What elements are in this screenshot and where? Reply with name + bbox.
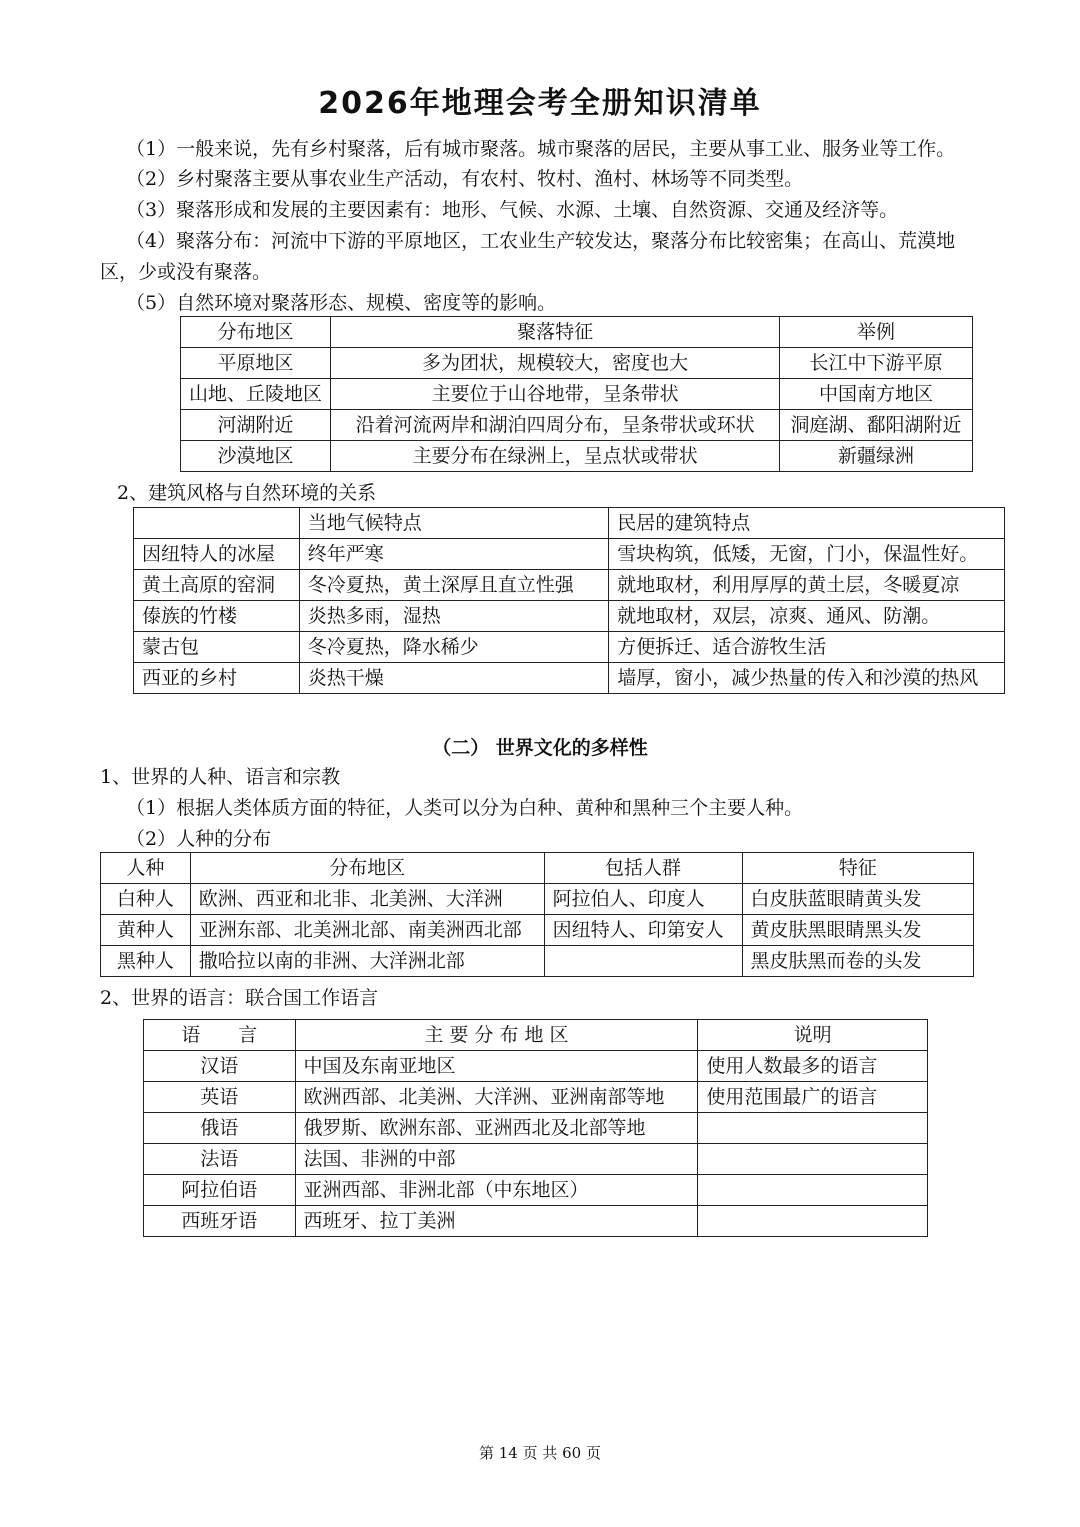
table-header-row <box>134 508 1005 539</box>
table-row <box>101 884 974 915</box>
table-row <box>134 570 1005 601</box>
table-cell: 法语 <box>144 1144 296 1175</box>
table-cell: 洞庭湖、鄱阳湖附近 <box>780 410 973 441</box>
table-cell <box>698 1206 928 1237</box>
paragraph-1: （1）一般来说，先有乡村聚落，后有城市聚落。城市聚落的居民，主要从事工业、服务业等工作。 <box>126 138 956 160</box>
table-cell: 炎热多雨，湿热 <box>299 601 609 632</box>
paragraph-race-2: （2）人种的分布 <box>126 828 272 850</box>
table-cell: 方便拆迁、适合游牧生活 <box>609 632 1005 663</box>
table-cell: 西班牙语 <box>144 1206 296 1237</box>
table-cell: 就地取材，利用厚厚的黄土层，冬暖夏凉 <box>609 570 1005 601</box>
table-cell <box>698 1175 928 1206</box>
table-cell: 白皮肤蓝眼睛黄头发 <box>742 884 974 915</box>
table-cell: 中国及东南亚地区 <box>295 1051 698 1082</box>
table-cell: 因纽特人的冰屋 <box>134 539 300 570</box>
table-cell: 撒哈拉以南的非洲、大洋洲北部 <box>190 946 544 977</box>
table-cell: 冬冷夏热，黄土深厚且直立性强 <box>299 570 609 601</box>
table-header-cell: 举例 <box>780 317 973 348</box>
table-cell: 主要分布在绿洲上，呈点状或带状 <box>331 441 780 472</box>
table-row <box>134 632 1005 663</box>
table-header-cell: 特征 <box>742 853 974 884</box>
table-header-cell: 包括人群 <box>544 853 742 884</box>
table-header-cell: 语 言 <box>144 1020 296 1051</box>
table-row <box>144 1144 928 1175</box>
table-row <box>144 1113 928 1144</box>
table-cell: 白种人 <box>101 884 191 915</box>
table-header-cell: 说明 <box>698 1020 928 1051</box>
table-cell: 黑种人 <box>101 946 191 977</box>
table-cell: 傣族的竹楼 <box>134 601 300 632</box>
table-cell: 使用范围最广的语言 <box>698 1082 928 1113</box>
table-cell: 黄皮肤黑眼睛黑头发 <box>742 915 974 946</box>
table-cell: 墙厚，窗小，减少热量的传入和沙漠的热风 <box>609 663 1005 694</box>
table-row <box>134 601 1005 632</box>
table-cell: 蒙古包 <box>134 632 300 663</box>
table-cell <box>698 1113 928 1144</box>
table-cell: 黑皮肤黑而卷的头发 <box>742 946 974 977</box>
table-row <box>144 1206 928 1237</box>
table-header-cell: 主 要 分 布 地 区 <box>295 1020 698 1051</box>
paragraph-4a: （4）聚落分布：河流中下游的平原地区，工农业生产较发达，聚落分布比较密集；在高山、荒漠地 <box>126 230 956 252</box>
table-cell: 欧洲、西亚和北非、北美洲、大洋洲 <box>190 884 544 915</box>
table-cell: 沙漠地区 <box>181 441 331 472</box>
page-title: 2026年地理会考全册知识清单 <box>318 86 762 121</box>
table-row <box>101 946 974 977</box>
table-cell: 阿拉伯语 <box>144 1175 296 1206</box>
table-header-cell: 分布地区 <box>181 317 331 348</box>
table-header-cell: 分布地区 <box>190 853 544 884</box>
table-header-cell: 人种 <box>101 853 191 884</box>
table-row <box>181 441 973 472</box>
table-cell: 俄语 <box>144 1113 296 1144</box>
paragraph-5: （5）自然环境对聚落形态、规模、密度等的影响。 <box>126 292 557 314</box>
table-row <box>181 410 973 441</box>
paragraph-2: （2）乡村聚落主要从事农业生产活动，有农村、牧村、渔村、林场等不同类型。 <box>126 168 804 190</box>
language-table <box>143 1019 928 1237</box>
table-cell: 黄种人 <box>101 915 191 946</box>
table-row <box>134 539 1005 570</box>
table-cell: 冬冷夏热，降水稀少 <box>299 632 609 663</box>
table-row <box>144 1051 928 1082</box>
table-cell: 河湖附近 <box>181 410 331 441</box>
heading-race: 1、世界的人种、语言和宗教 <box>100 766 341 788</box>
table-cell: 阿拉伯人、印度人 <box>544 884 742 915</box>
table-cell: 炎热干燥 <box>299 663 609 694</box>
table-cell: 英语 <box>144 1082 296 1113</box>
table-cell: 汉语 <box>144 1051 296 1082</box>
table-header-cell: 当地气候特点 <box>299 508 609 539</box>
table-cell: 长江中下游平原 <box>780 348 973 379</box>
table-cell: 西亚的乡村 <box>134 663 300 694</box>
table-cell: 俄罗斯、欧洲东部、亚洲西北及北部等地 <box>295 1113 698 1144</box>
paragraph-race-1: （1）根据人类体质方面的特征，人类可以分为白种、黄种和黑种三个主要人种。 <box>126 797 804 819</box>
heading-language: 2、世界的语言：联合国工作语言 <box>100 987 379 1009</box>
table-header-row <box>101 853 974 884</box>
table-cell: 雪块构筑，低矮，无窗，门小，保温性好。 <box>609 539 1005 570</box>
paragraph-3: （3）聚落形成和发展的主要因素有：地形、气候、水源、土壤、自然资源、交通及经济等。 <box>126 199 899 221</box>
table-cell <box>698 1144 928 1175</box>
table-cell: 亚洲东部、北美洲北部、南美洲西北部 <box>190 915 544 946</box>
table-cell: 山地、丘陵地区 <box>181 379 331 410</box>
table-cell: 使用人数最多的语言 <box>698 1051 928 1082</box>
heading-building: 2、建筑风格与自然环境的关系 <box>117 482 377 504</box>
table-header-row <box>181 317 973 348</box>
table-header-cell: 民居的建筑特点 <box>609 508 1005 539</box>
table-cell: 主要位于山谷地带，呈条带状 <box>331 379 780 410</box>
table-row <box>181 379 973 410</box>
table-cell: 法国、非洲的中部 <box>295 1144 698 1175</box>
table-cell: 欧洲西部、北美洲、大洋洲、亚洲南部等地 <box>295 1082 698 1113</box>
table-header-cell <box>134 508 300 539</box>
page-footer: 第 14 页 共 60 页 <box>478 1444 601 1462</box>
table-row <box>181 348 973 379</box>
table-cell: 就地取材，双层，凉爽、通风、防潮。 <box>609 601 1005 632</box>
section-title: （二） 世界文化的多样性 <box>432 737 648 759</box>
table-cell: 中国南方地区 <box>780 379 973 410</box>
table-cell: 亚洲西部、非洲北部（中东地区） <box>295 1175 698 1206</box>
table-row <box>144 1082 928 1113</box>
table-cell: 沿着河流两岸和湖泊四周分布，呈条带状或环状 <box>331 410 780 441</box>
table-cell: 多为团状，规模较大，密度也大 <box>331 348 780 379</box>
race-table <box>100 852 974 977</box>
table-cell: 黄土高原的窑洞 <box>134 570 300 601</box>
table-row <box>134 663 1005 694</box>
table-cell: 西班牙、拉丁美洲 <box>295 1206 698 1237</box>
table-row <box>144 1175 928 1206</box>
table-cell: 平原地区 <box>181 348 331 379</box>
table-cell: 终年严寒 <box>299 539 609 570</box>
table-row <box>101 915 974 946</box>
paragraph-4b: 区，少或没有聚落。 <box>100 261 272 283</box>
settlement-table <box>180 316 973 472</box>
building-table <box>133 507 1005 694</box>
table-header-row <box>144 1020 928 1051</box>
table-cell <box>544 946 742 977</box>
table-cell: 因纽特人、印第安人 <box>544 915 742 946</box>
table-cell: 新疆绿洲 <box>780 441 973 472</box>
table-header-cell: 聚落特征 <box>331 317 780 348</box>
